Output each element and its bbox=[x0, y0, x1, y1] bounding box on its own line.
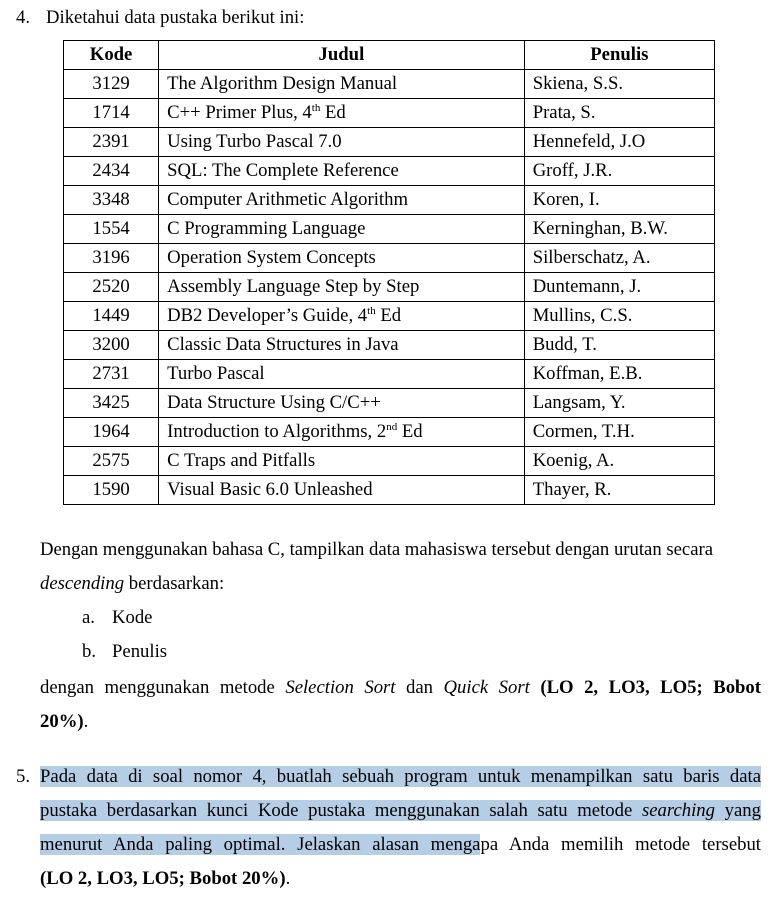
cell-kode: 1449 bbox=[64, 302, 159, 331]
cell-judul bbox=[159, 70, 525, 99]
judul-text: Operation System Concepts bbox=[167, 247, 376, 268]
table-header-row bbox=[64, 41, 715, 70]
instruction-paragraph bbox=[40, 533, 761, 601]
question-5-number: 5. bbox=[16, 766, 31, 787]
instruction-text: Dengan menggunakan bahasa C, tampilkan data mahasiswa tersebut dengan urutan secara bbox=[40, 539, 714, 560]
method-quick-sort: Quick Sort bbox=[443, 677, 530, 698]
library-data-table bbox=[63, 40, 715, 505]
cell-kode: 1554 bbox=[64, 215, 159, 244]
searching-italic: searching bbox=[641, 800, 715, 821]
cell-kode: 2434 bbox=[64, 157, 159, 186]
judul-text: Turbo Pascal bbox=[167, 363, 265, 384]
table-row bbox=[64, 418, 715, 447]
question-5-line-3: pa Anda memilih metode tersebut bbox=[480, 834, 761, 855]
judul-text: Classic Data Structures in Java bbox=[167, 334, 399, 355]
judul-text: The Algorithm Design Manual bbox=[167, 73, 398, 94]
table-row bbox=[64, 389, 715, 418]
judul-text: Visual Basic 6.0 Unleashed bbox=[167, 479, 373, 500]
cell-penulis: Silberschatz, A. bbox=[524, 244, 714, 273]
judul-ordinal: th bbox=[311, 101, 321, 114]
cell-penulis: Prata, S. bbox=[524, 99, 714, 128]
question-5-line-3-highlight: menurut Anda paling optimal. Jelaskan alasan menga bbox=[40, 834, 481, 855]
sort-item-text: Kode bbox=[112, 607, 153, 628]
cell-judul bbox=[159, 331, 525, 360]
question-4-intro: Diketahui data pustaka berikut ini: bbox=[46, 7, 305, 28]
method-paragraph bbox=[40, 671, 761, 739]
table-row bbox=[64, 128, 715, 157]
lo-weight: (LO 2, LO3, LO5; Bobot bbox=[529, 677, 761, 698]
judul-edition: Ed bbox=[375, 305, 402, 326]
cell-kode: 3348 bbox=[64, 186, 159, 215]
cell-penulis: Skiena, S.S. bbox=[524, 70, 714, 99]
judul-text: C Traps and Pitfalls bbox=[167, 450, 316, 471]
judul-text: C Programming Language bbox=[167, 218, 366, 239]
cell-judul bbox=[159, 186, 525, 215]
period: . bbox=[83, 711, 89, 732]
table-row bbox=[64, 476, 715, 505]
question-5-line-2-end: yang bbox=[714, 800, 761, 821]
table-row bbox=[64, 186, 715, 215]
judul-text: Data Structure Using C/C++ bbox=[167, 392, 381, 413]
cell-judul bbox=[159, 476, 525, 505]
cell-kode: 3196 bbox=[64, 244, 159, 273]
cell-kode: 1590 bbox=[64, 476, 159, 505]
judul-text: Computer Arithmetic Algorithm bbox=[167, 189, 408, 210]
question-5-line-1: Pada data di soal nomor 4, buatlah sebuah program untuk menampilkan satu baris data bbox=[40, 766, 761, 787]
judul-text: C++ Primer Plus, 4 bbox=[167, 102, 312, 123]
cell-penulis: Budd, T. bbox=[524, 331, 714, 360]
table-row bbox=[64, 99, 715, 128]
judul-ordinal: th bbox=[367, 304, 376, 317]
cell-kode: 1714 bbox=[64, 99, 159, 128]
judul-text: Using Turbo Pascal 7.0 bbox=[167, 131, 342, 152]
cell-judul bbox=[159, 215, 525, 244]
cell-judul bbox=[159, 157, 525, 186]
judul-edition: Ed bbox=[397, 421, 423, 442]
cell-judul bbox=[159, 99, 525, 128]
judul-text: Assembly Language Step by Step bbox=[167, 276, 420, 297]
question-5-line-2: pustaka berdasarkan kunci Kode pustaka menggunakan salah satu metode bbox=[40, 800, 642, 821]
table-row bbox=[64, 331, 715, 360]
instruction-italic: descending bbox=[40, 573, 125, 594]
judul-edition: Ed bbox=[320, 102, 346, 123]
header-penulis: Penulis bbox=[524, 41, 714, 70]
table-row bbox=[64, 157, 715, 186]
judul-text: Introduction to Algorithms, 2 bbox=[167, 421, 387, 442]
cell-kode: 3425 bbox=[64, 389, 159, 418]
cell-kode: 2575 bbox=[64, 447, 159, 476]
cell-judul bbox=[159, 273, 525, 302]
cell-judul bbox=[159, 418, 525, 447]
cell-kode: 3200 bbox=[64, 331, 159, 360]
cell-judul bbox=[159, 389, 525, 418]
method-text: dan bbox=[395, 677, 444, 698]
cell-penulis: Koren, I. bbox=[524, 186, 714, 215]
table-row bbox=[64, 302, 715, 331]
cell-penulis: Kerninghan, B.W. bbox=[524, 215, 714, 244]
cell-penulis: Groff, J.R. bbox=[524, 157, 714, 186]
question-5-lo-weight: (LO 2, LO3, LO5; Bobot 20%) bbox=[40, 868, 286, 889]
question-4-number: 4. bbox=[16, 7, 31, 28]
cell-judul bbox=[159, 128, 525, 157]
period: . bbox=[285, 868, 291, 889]
cell-kode: 3129 bbox=[64, 70, 159, 99]
method-text: dengan menggunakan metode bbox=[40, 677, 286, 698]
judul-text: SQL: The Complete Reference bbox=[167, 160, 399, 181]
table-row bbox=[64, 273, 715, 302]
header-kode: Kode bbox=[64, 41, 159, 70]
cell-penulis: Duntemann, J. bbox=[524, 273, 714, 302]
sort-item-label: a. bbox=[82, 607, 95, 628]
table-body bbox=[64, 70, 715, 505]
header-judul: Judul bbox=[159, 41, 525, 70]
cell-penulis: Hennefeld, J.O bbox=[524, 128, 714, 157]
cell-kode: 2520 bbox=[64, 273, 159, 302]
sort-item-text: Penulis bbox=[112, 641, 168, 662]
cell-judul bbox=[159, 360, 525, 389]
sort-item-b bbox=[82, 640, 167, 664]
cell-penulis: Langsam, Y. bbox=[524, 389, 714, 418]
judul-text: DB2 Developer’s Guide, 4 bbox=[167, 305, 368, 326]
cell-kode: 2391 bbox=[64, 128, 159, 157]
cell-judul bbox=[159, 244, 525, 273]
lo-weight-percent: 20%) bbox=[40, 711, 84, 732]
instruction-text-2: berdasarkan: bbox=[124, 573, 225, 594]
cell-kode: 2731 bbox=[64, 360, 159, 389]
cell-penulis: Thayer, R. bbox=[524, 476, 714, 505]
table-row bbox=[64, 244, 715, 273]
cell-penulis: Koenig, A. bbox=[524, 447, 714, 476]
cell-penulis: Koffman, E.B. bbox=[524, 360, 714, 389]
cell-judul bbox=[159, 302, 525, 331]
cell-penulis: Cormen, T.H. bbox=[524, 418, 714, 447]
table-row bbox=[64, 70, 715, 99]
table-row bbox=[64, 215, 715, 244]
method-selection-sort: Selection Sort bbox=[285, 677, 396, 698]
table-row bbox=[64, 360, 715, 389]
question-4-heading bbox=[16, 6, 304, 30]
cell-judul bbox=[159, 447, 525, 476]
cell-penulis: Mullins, C.S. bbox=[524, 302, 714, 331]
sort-item-label: b. bbox=[82, 641, 97, 662]
cell-kode: 1964 bbox=[64, 418, 159, 447]
sort-item-a bbox=[82, 606, 152, 630]
judul-ordinal: nd bbox=[386, 420, 398, 433]
table-row bbox=[64, 447, 715, 476]
